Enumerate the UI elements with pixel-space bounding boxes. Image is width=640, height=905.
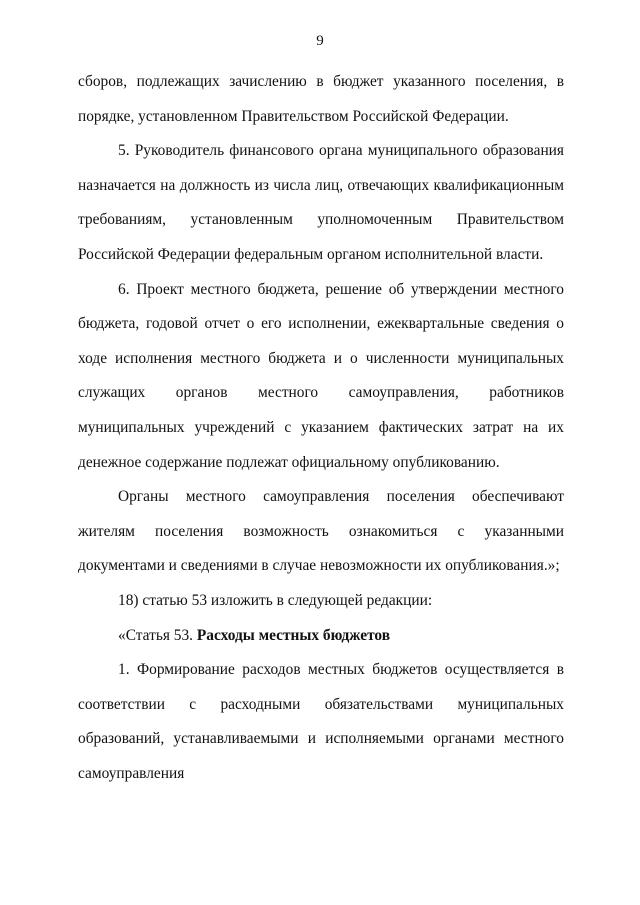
paragraph-item-6: 6. Проект местного бюджета, решение об утверждении местного бюджета, годовой отчет о его исполнении, ежеквартальные сведения о ходе исполнения местного бюджета и о численности муниципальных служащих органов местного самоуправления, работников муниципальных учреждений с указанием фактических затрат на их денежное содержание подлежат официальному опубликованию. [78, 280, 564, 471]
article-heading-prefix: «Статья 53. [118, 626, 194, 644]
paragraph-article-53-item-1: 1. Формирование расходов местных бюджетов осуществляется в соответствии с расходными обязательствами муниципальных образований, устанавливаемыми и исполняемыми органами местного самоуправления [78, 661, 564, 782]
article-heading-title: Расходы местных бюджетов [196, 626, 391, 644]
paragraph-item-5: 5. Руководитель финансового органа муниципального образования назначается на должность из числа лиц, отвечающих квалификационным требованиям, установленным уполномоченным Правительством Российской Федерации федеральным органом исполнительной власти. [78, 142, 564, 263]
paragraph-publication-note: Органы местного самоуправления поселения обеспечивают жителям поселения возможность ознакомиться с указанными документами и сведениями в случае невозможности их опубликования.»; [78, 488, 564, 575]
paragraph-amendment-18: 18) статью 53 изложить в следующей редакции: [118, 591, 433, 609]
paragraph-continuation: сборов, подлежащих зачислению в бюджет указанного поселения, в порядке, установленном Правительством Российской Федерации. [78, 73, 564, 125]
document-body [78, 65, 564, 791]
article-heading [78, 619, 564, 654]
page-number: 9 [316, 33, 324, 49]
